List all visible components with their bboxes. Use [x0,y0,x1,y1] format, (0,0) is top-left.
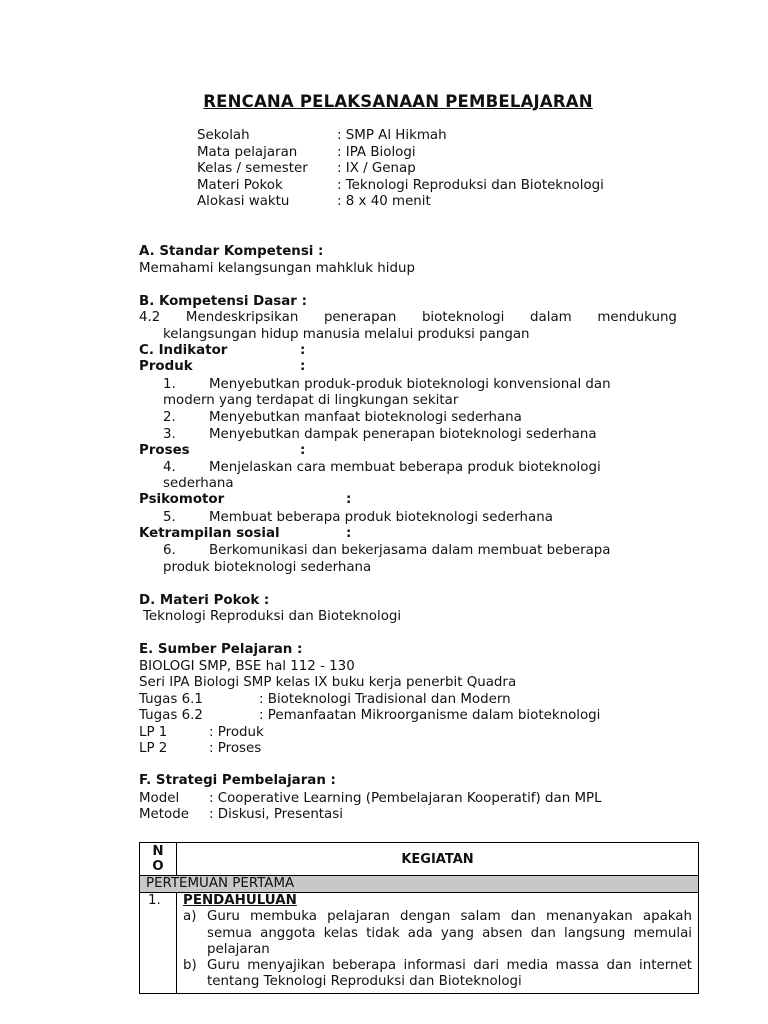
row-number: 1. [140,893,177,994]
info-row-materi: Materi Pokok : Teknologi Reproduksi dan Bioteknologi [197,177,604,193]
section-e-line1: BIOLOGI SMP, BSE hal 112 - 130 [139,659,355,674]
section-b-line1: 4.2 Mendeskripsikan penerapan bioteknologi dalam mendukung [139,310,677,325]
proses-colon: : [300,443,306,458]
section-e-heading: E. Sumber Pelajaran : [139,642,303,657]
indicator-6-cont: produk bioteknologi sederhana [163,560,372,575]
indicator-1: 1. Menyebutkan produk-produk bioteknologi konvensional dan [163,377,611,392]
section-e-line2: Seri IPA Biologi SMP kelas IX buku kerja penerbit Quadra [139,675,517,690]
section-b-line2: kelangsungan hidup manusia melalui produksi pangan [163,327,530,342]
indicator-1-cont: modern yang terdapat di lingkungan sekitar [163,393,459,408]
psikomotor-label: Psikomotor [139,492,225,507]
list-item: a) Guru membuka pelajaran dengan salam dan menanyakan apakah semua anggota kelas tidak ada yang absen dan langsung memulai pelajaran [183,909,692,957]
ketrampilan-sosial-label: Ketrampilan sosial [139,526,280,541]
identity-block [197,128,604,211]
pertemuan-pertama-label: PERTEMUAN PERTAMA [140,876,699,893]
indicator-5: 5. Membuat beberapa produk bioteknologi sederhana [163,510,553,525]
section-a-text: Memahami kelangsungan mahkluk hidup [139,261,415,276]
sumber-row-lp-2: LP 2 : Proses [139,741,262,756]
ketrampilan-sosial-colon: : [346,526,352,541]
pertemuan-row [140,876,699,893]
kegiatan-header: KEGIATAN [177,843,699,876]
table-header-row [140,843,699,876]
indicator-4: 4. Menjelaskan cara membuat beberapa produk bioteknologi [163,460,601,475]
sumber-row-tugas-6-2: Tugas 6.2 : Pemanfaatan Mikroorganisme dalam bioteknologi [139,708,601,723]
sumber-row-lp-1: LP 1 : Produk [139,725,264,740]
indicator-2: 2. Menyebutkan manfaat bioteknologi sederhana [163,410,522,425]
strategi-row-metode: Metode : Diskusi, Presentasi [139,807,343,822]
proses-label: Proses [139,443,190,458]
section-b-heading: B. Kompetensi Dasar : [139,294,307,309]
row-content [177,893,699,994]
info-row-kelas: Kelas / semester : IX / Genap [197,161,416,177]
section-d-heading: D. Materi Pokok : [139,593,270,608]
section-c-heading: C. Indikator [139,343,228,358]
table-row [140,893,699,994]
kegiatan-table [139,842,699,994]
info-row-alokasi: Alokasi waktu : 8 x 40 menit [197,194,431,210]
section-c-colon: : [300,343,306,358]
sumber-row-tugas-6-1: Tugas 6.1 : Bioteknologi Tradisional dan Modern [139,692,511,707]
no-header: N O [140,843,177,876]
produk-label: Produk [139,359,193,374]
indicator-4-cont: sederhana [163,476,234,491]
strategi-row-model: Model : Cooperative Learning (Pembelajaran Kooperatif) dan MPL [139,791,602,806]
info-row-mata-pelajaran: Mata pelajaran : IPA Biologi [197,144,416,160]
info-row-sekolah: Sekolah : SMP Al Hikmah [197,128,447,143]
list-item: b) Guru menyajikan beberapa informasi dari media massa dan internet tentang Teknologi Reproduksi dan Bioteknologi [183,958,692,990]
indicator-6: 6. Berkomunikasi dan bekerjasama dalam membuat beberapa [163,543,611,558]
section-f-heading: F. Strategi Pembelajaran : [139,773,336,788]
document-title: RENCANA PELAKSANAAN PEMBELAJARAN [203,92,593,111]
psikomotor-colon: : [346,492,352,507]
pendahuluan-heading: PENDAHULUAN [183,893,297,908]
indicator-3: 3. Menyebutkan dampak penerapan bioteknologi sederhana [163,427,597,442]
section-a-heading: A. Standar Kompetensi : [139,244,324,259]
section-d-text: Teknologi Reproduksi dan Bioteknologi [143,609,402,624]
produk-colon: : [300,359,306,374]
